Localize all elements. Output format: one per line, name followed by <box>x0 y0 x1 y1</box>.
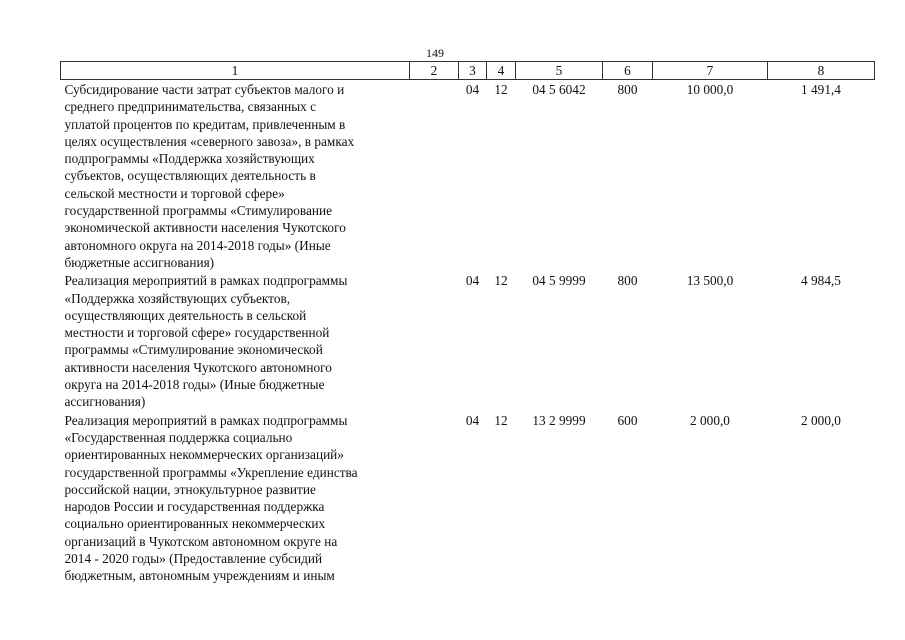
cell-c7: 2 000,0 <box>690 412 730 428</box>
cell-c4: 12 <box>494 273 508 289</box>
cell-c2 <box>410 80 459 272</box>
cell-c3: 04 <box>465 82 480 97</box>
cell-c6: 600 <box>617 412 638 428</box>
description-line: местности и торговой сфере» государственной <box>64 325 330 341</box>
cell-c4: 12 <box>494 412 508 428</box>
cell-c5: 04 5 9999 <box>532 273 586 289</box>
description-line: целях осуществления «северного завоза», в рамках <box>64 133 355 149</box>
cell-c2 <box>410 271 459 410</box>
column-header: 3 <box>459 62 487 80</box>
column-header: 2 <box>410 62 459 80</box>
description-line: ассигнования) <box>64 394 146 410</box>
budget-table <box>60 61 875 585</box>
description-line: подпрограммы «Поддержка хозяйствующих <box>64 151 315 167</box>
cell-c2 <box>410 411 459 585</box>
description-line: автономного округа на 2014-2018 годы» (Иные <box>64 237 331 253</box>
description-line: ориентированных некоммерческих организаций» <box>64 447 344 463</box>
cell-c5: 04 5 6042 <box>532 82 586 97</box>
cell-c3: 04 <box>465 412 480 428</box>
page-number: 149 <box>426 46 444 60</box>
table-row <box>61 80 875 272</box>
cell-c8: 2 000,0 <box>801 412 841 428</box>
description-line: Субсидирование части затрат субъектов малого и <box>64 82 345 97</box>
description-line: Реализация мероприятий в рамках подпрограммы <box>64 412 348 428</box>
description-line: 2014 - 2020 годы» (Предоставление субсидий <box>64 551 323 567</box>
description-line: экономической активности населения Чукотского <box>64 220 346 236</box>
cell-c8: 1 491,4 <box>801 82 841 97</box>
description-line: среднего предпринимательства, связанных с <box>64 99 316 115</box>
description-line: сельской местности и торговой сфере» <box>64 185 285 201</box>
cell-c6: 800 <box>617 82 638 97</box>
cell-c5: 13 2 9999 <box>532 412 586 428</box>
description-line: организаций в Чукотском автономном округе на <box>64 533 338 549</box>
cell-c7: 13 500,0 <box>686 273 734 289</box>
column-header: 6 <box>603 62 653 80</box>
description-line: социально ориентированных некоммерческих <box>64 516 326 532</box>
column-header: 7 <box>653 62 768 80</box>
description-line: осуществляющих деятельность в сельской <box>64 307 307 323</box>
cell-c4: 12 <box>494 82 508 97</box>
table-row <box>61 271 875 410</box>
cell-c3: 04 <box>465 273 480 289</box>
description-line: государственной программы «Стимулирование <box>64 203 333 219</box>
description-line: уплатой процентов по кредитам, привлеченным в <box>64 116 346 132</box>
row-description <box>61 271 410 410</box>
column-header: 1 <box>61 62 410 80</box>
description-line: государственной программы «Укрепление единства <box>64 464 358 480</box>
cell-c8: 4 984,5 <box>801 273 841 289</box>
description-line: российской нации, этнокультурное развитие <box>64 481 316 497</box>
column-header: 8 <box>768 62 875 80</box>
description-line: народов России и государственная поддержка <box>64 499 325 515</box>
description-line: Реализация мероприятий в рамках подпрограммы <box>64 273 348 289</box>
description-line: программы «Стимулирование экономической <box>64 342 323 358</box>
description-line: субъектов, осуществляющих деятельность в <box>64 168 316 184</box>
description-line: активности населения Чукотского автономного <box>64 359 332 375</box>
cell-c7: 10 000,0 <box>686 82 734 97</box>
description-line: округа на 2014-2018 годы» (Иные бюджетные <box>64 377 325 393</box>
description-line: «Государственная поддержка социально <box>64 429 293 445</box>
description-line: «Поддержка хозяйствующих субъектов, <box>64 290 291 306</box>
description-line: бюджетные ассигнования) <box>64 254 215 270</box>
row-description <box>61 411 410 585</box>
row-description <box>61 80 410 272</box>
column-header: 5 <box>516 62 603 80</box>
header-row <box>61 62 875 80</box>
cell-c6: 800 <box>617 273 638 289</box>
description-line: бюджетным, автономным учреждениям и иным <box>64 568 335 584</box>
column-header: 4 <box>487 62 516 80</box>
table-row <box>61 411 875 585</box>
